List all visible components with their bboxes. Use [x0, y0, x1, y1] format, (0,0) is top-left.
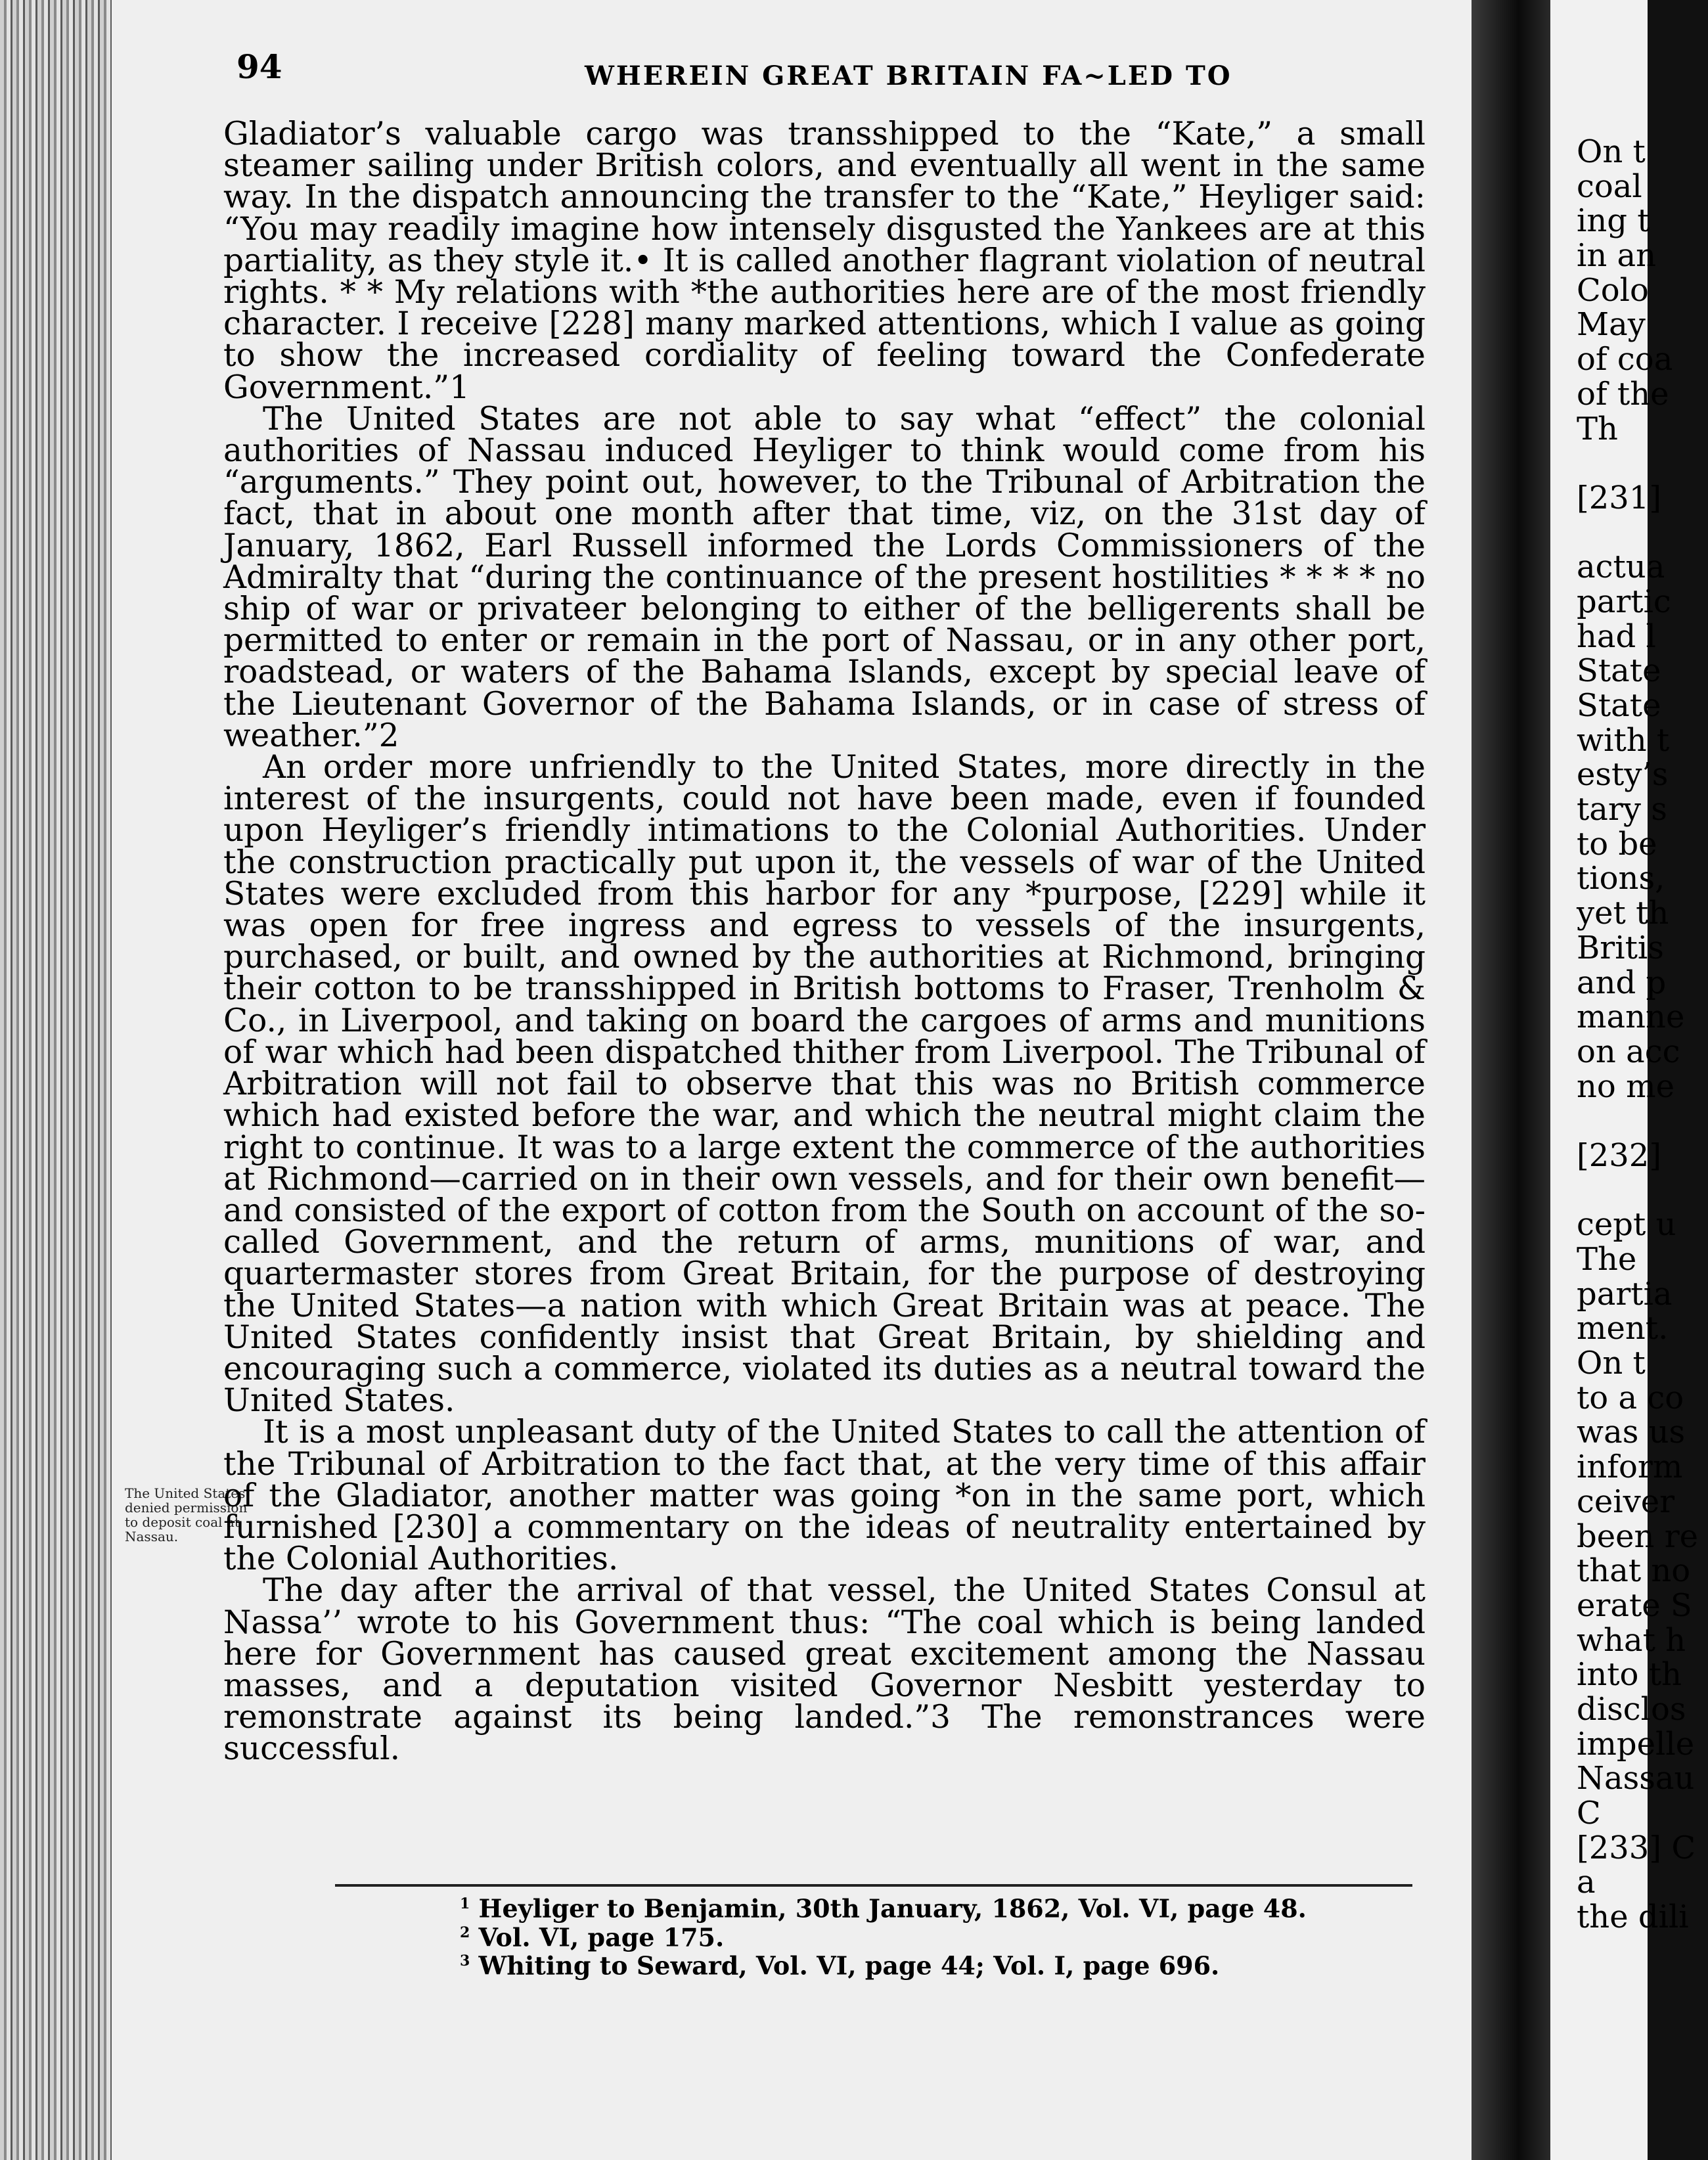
facing-page-line: esty’s — [1577, 756, 1669, 794]
facing-page-line: [232] — [1577, 1136, 1662, 1174]
facing-page-line: was us — [1577, 1414, 1686, 1451]
facing-page-line: The — [1577, 1241, 1637, 1278]
facing-page-line — [1577, 516, 1708, 551]
footnote: $^1$ Heyliger to Benjamin, 30th January, 1862, Vol. VI, page 48. — [460, 1893, 1307, 1924]
footnotes — [460, 1892, 1380, 1981]
facing-page-line: Britis — [1577, 929, 1664, 966]
facing-page-line: impelle — [1577, 1725, 1695, 1763]
facing-page-line: a — [1577, 1864, 1596, 1901]
facing-page-line: no me — [1577, 1068, 1674, 1105]
facing-page-line: yet th — [1577, 895, 1669, 932]
facing-page-line — [1577, 446, 1708, 481]
facing-page-line — [1577, 1173, 1708, 1208]
facing-page-line: Colo — [1577, 271, 1649, 309]
facing-page-line: been re — [1577, 1518, 1699, 1555]
body-text — [223, 116, 1426, 1768]
facing-page-line: manne — [1577, 999, 1685, 1036]
facing-page-line — [1577, 1104, 1708, 1138]
facing-page-line: of coa — [1577, 341, 1673, 378]
footnote-rule — [335, 1884, 1412, 1887]
facing-page-line: to a co — [1577, 1379, 1684, 1416]
facing-page-line: [231] — [1577, 479, 1662, 516]
facing-page-line: State — [1577, 652, 1661, 690]
facing-page-line: into th — [1577, 1656, 1682, 1694]
facing-page-line: had l — [1577, 618, 1656, 655]
facing-page-line: in an — [1577, 237, 1657, 275]
facing-page-line: with t — [1577, 721, 1670, 759]
facing-page-line: On t — [1577, 133, 1646, 170]
facing-page-line: to be — [1577, 825, 1657, 863]
facing-page-line: inform — [1577, 1449, 1683, 1486]
paragraph: The United States are not able to say what “effect” the colonial authorities of Nassau induced Heyliger to think would come from his “arguments.” They point out, however, to the Tribunal of Arbitration the fact, that in about one month after that time, viz, on the 31st day of January, 1862, Earl Russell informed the Lords Commissioners of the Admiralty that “during the continuance of the present hostilities * * * * no ship of war or privateer belonging to either of the belligerents shall be permitted to enter or remain in the port of Nassau, or in any other port, roadstead, or waters of the Bahama Islands, except by special leave of the Lieutenant Governor of the Bahama Islands, or in case of stress of weather.”2 — [223, 400, 1426, 754]
footnote: $^2$ Vol. VI, page 175. — [460, 1922, 725, 1952]
facing-page-line: cept u — [1577, 1206, 1676, 1244]
facing-page-line: tary s — [1577, 791, 1667, 828]
paragraph: The day after the arrival of that vessel, the United States Consul at Nassa’’ wrote to his Government thus: “The coal which is being landed here for Government has caused great excitement among the Nassau masses, and a deputation visited Governor Nesbitt yesterday to remonstrate against its being landed.”3 The remonstrances were successful. — [223, 1572, 1426, 1768]
facing-page-line: ing t — [1577, 202, 1650, 240]
facing-page-line: the dili — [1577, 1899, 1689, 1936]
facing-page-line: erate S — [1577, 1586, 1692, 1624]
facing-page-line: coal — [1577, 168, 1642, 205]
facing-page-line: On t — [1577, 1345, 1646, 1382]
paragraph: It is a most unpleasant duty of the United States to call the attention of the Tribunal of Arbitration to the fact that, at the very time of this affair of the Gladiator, another matter was going *on in the same port, which furnished [230] a commentary on the ideas of neutrality entertained by the Colonial Authorities. — [223, 1414, 1426, 1578]
facing-page-line: State — [1577, 687, 1661, 724]
facing-page-line: disclos — [1577, 1690, 1686, 1728]
facing-page-line: partia — [1577, 1275, 1673, 1313]
facing-page — [1550, 0, 1699, 2160]
facing-page-line: May — [1577, 306, 1646, 344]
page-edges — [0, 0, 112, 2160]
facing-page-line: partic — [1577, 583, 1671, 620]
facing-page-line: [233] C — [1577, 1829, 1696, 1866]
facing-page-line: Th — [1577, 410, 1618, 447]
footnote: $^3$ Whiting to Seward, Vol. VI, page 44; Vol. I, page 696. — [460, 1950, 1220, 1981]
paragraph: An order more unfriendly to the United States, more directly in the interest of the insurgents, could not have been made, even if founded upon Heyliger’s friendly intimations to the Colonial Authorities. Under the construction practically put upon it, the vessels of war of the United States were excluded from this harbor for any *purpose, [229] while it was open for free ingress and egress to vessels of the insurgents, purchased, or built, and owned by the authorities at Richmond, bringing their cotton to be transshipped in British bottoms to Fraser, Trenholm & Co., in Liverpool, and taking on board the cargoes of arms and munitions of war which had been dispatched thither from Liverpool. The Tribunal of Arbitration will not fail to observe that this was no British commerce which had existed before the war, and which the neutral might claim the right to continue. It was to a large extent the commerce of the authorities at Richmond—carried on in their own vessels, and for their own benefit—and consisted of the export of cotton from the South on account of the so-called Government, and the return of arms, munitions of war, and quartermaster stores from Great Britain, for the purpose of destroying the United States—a nation with which Great Britain was at peace. The United States confidently insist that Great Britain, by shielding and encouraging such a commerce, violated its duties as a neutral toward the United States. — [223, 749, 1426, 1420]
facing-page-line: what h — [1577, 1621, 1686, 1659]
facing-page-line: tions, — [1577, 860, 1665, 897]
page-header — [236, 47, 1412, 100]
facing-page-line: ment. — [1577, 1310, 1669, 1347]
facing-page-line: and p — [1577, 964, 1667, 1001]
running-head: WHEREIN GREAT BRITAIN FA~LED TO — [585, 60, 1232, 91]
facing-page-line: actua — [1577, 549, 1665, 586]
page-number: 94 — [236, 47, 282, 86]
book-gutter — [1472, 0, 1550, 2160]
facing-page-line: C — [1577, 1795, 1601, 1832]
facing-page-line: ceiver — [1577, 1483, 1675, 1520]
facing-page-text — [1577, 135, 1708, 1935]
facing-page-line: of the — [1577, 375, 1669, 413]
facing-page-line: Nassau — [1577, 1760, 1695, 1797]
facing-page-line: that no — [1577, 1552, 1691, 1590]
paragraph: Gladiator’s valuable cargo was transshipped to the “Kate,” a small steamer sailing under British colors, and eventually all went in the same way. In the dispatch announcing the transfer to the “Kate,” Heyliger said: “You may readily imagine how intensely disgusted the Yankees are at this partiality, as they style it.• It is called another flagrant violation of neutral rights. * * My relations with *the authorities here are of the most friendly character. I receive [228] many marked attentions, which I value as going to show the increased cordiality of feeling toward the Confederate Government.”1 — [223, 116, 1426, 406]
facing-page-line: on acc — [1577, 1033, 1680, 1070]
margin-note: The United States denied permission to deposit coal at Nassau. — [125, 1485, 248, 1544]
